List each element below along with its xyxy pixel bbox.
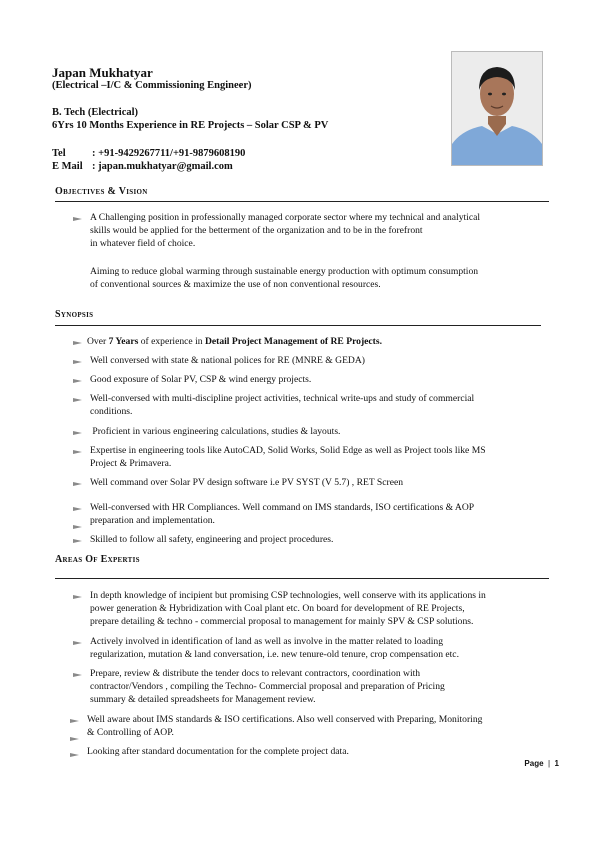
expertise-item [70,714,560,742]
synopsis-item [73,477,553,490]
text-line: preparation and implementation. [90,515,215,526]
arrow-bullet-icon [70,717,84,725]
arrow-bullet-icon [73,480,87,488]
tel-label: Tel [52,148,66,159]
arrow-bullet-icon [73,377,87,385]
arrow-bullet-icon [70,751,84,759]
text-line: contractor/Vendors , compiling the Techno- Commercial proposal and preparation of Pricing [90,681,445,692]
synopsis-item [73,355,553,368]
synopsis-item [73,502,563,530]
objectives-para-1 [73,212,553,252]
text-span: of experience in [138,336,205,347]
objectives-para-2 [73,266,553,294]
text-line: Aiming to reduce global warming through sustainable energy production with optimum consumption [90,266,479,277]
page-number-value: 1 [554,759,559,768]
arrow-bullet-icon [73,537,87,545]
section-divider [55,201,549,202]
arrow-bullet-icon [73,639,87,647]
arrow-bullet-icon [73,215,87,223]
text-line: summary & detailed spreadsheets for Management review. [90,694,316,705]
arrow-bullet-icon [73,505,87,513]
synopsis-item [73,374,553,387]
text-line: Expertise in engineering tools like AutoCAD, Solid Works, Solid Edge as well as Project tools like MS [90,445,486,456]
text-line: Skilled to follow all safety, engineering and project procedures. [90,534,334,545]
text-line: Prepare, review & distribute the tender docs to relevant contractors, coordination with [90,668,421,679]
text-line [87,336,382,349]
section-divider [55,578,549,579]
text-line: Proficient in various engineering calculations, studies & layouts. [90,426,341,437]
experience-summary: 6Yrs 10 Months Experience in RE Projects – Solar CSP & PV [52,120,329,131]
arrow-bullet-icon [73,358,87,366]
text-line: Well aware about IMS standards & ISO certifications. Also well conserved with Preparing, Monitoring [87,714,483,725]
profile-photo [451,51,543,166]
section-heading-expertise: Areas Of Expertis [55,554,140,565]
synopsis-item [73,445,553,471]
page-label: Page [524,759,544,768]
text-line: skills would be applied for the betterment of the organization and to be in the forefront [90,225,423,236]
expertise-item [70,746,560,759]
arrow-bullet-icon [70,735,84,743]
expertise-item [73,590,559,629]
text-line: regularization, mutation & land conversation, i.e. new tenure-old tenure, crop compensation etc. [90,649,459,660]
text-line: conditions. [90,406,133,417]
degree: B. Tech (Electrical) [52,107,139,118]
arrow-bullet-icon [73,523,87,531]
section-divider [55,325,541,326]
arrow-bullet-icon [73,396,87,404]
expertise-item [73,668,559,707]
synopsis-item [73,393,553,419]
text-line: In depth knowledge of incipient but promising CSP technologies, well conserve with its applications in [90,590,486,601]
bold-span: 7 Years [108,336,139,347]
text-line: of conventional sources & maximize the use of non conventional resources. [90,279,381,290]
tel-value: : +91-9429267711/+91-9879608190 [92,148,246,159]
expertise-item [73,636,559,662]
arrow-bullet-icon [73,448,87,456]
section-heading-synopsis: Synopsis [55,309,94,320]
arrow-bullet-icon [73,339,87,347]
text-line: Well command over Solar PV design software i.e PV SYST (V 5.7) , RET Screen [90,477,404,488]
text-line: Well-conversed with multi-discipline project activities, technical write-ups and study of commercial [90,393,475,404]
text-line: A Challenging position in professionally managed corporate sector where my technical and analytical [90,212,481,223]
email-label: E Mail [52,161,83,172]
arrow-bullet-icon [73,429,87,437]
candidate-name: Japan Mukhatyar [52,65,153,80]
synopsis-item [73,534,553,547]
text-line: Good exposure of Solar PV, CSP & wind energy projects. [90,374,312,385]
bold-span: Detail Project Management of RE Projects. [204,336,383,347]
page-number [524,759,559,768]
text-span: Over [87,336,109,347]
text-line: Actively involved in identification of land as well as involve in the matter related to loading [90,636,444,647]
arrow-bullet-icon [73,671,87,679]
page-separator: | [545,759,553,768]
text-line: Project & Primavera. [90,458,172,469]
text-line: Looking after standard documentation for the complete project data. [87,746,349,757]
text-line: Well conversed with state & national polices for RE (MNRE & GEDA) [90,355,365,366]
text-line: Well-conversed with HR Compliances. Well command on IMS standards, ISO certifications & AOP [90,502,475,513]
arrow-bullet-icon [73,593,87,601]
text-line: power generation & Hybridization with Coal plant etc. On board for development of RE Projects, [90,603,465,614]
job-title: (Electrical –I/C & Commissioning Engineer) [52,80,252,91]
synopsis-item [73,336,553,349]
synopsis-item [73,426,553,439]
text-line: prepare detailing & techno - commercial proposal to management for mainly SPV & CSP solutions. [90,616,474,627]
text-line: & Controlling of AOP. [87,727,174,738]
section-heading-objectives: Objectives & Vision [55,186,148,197]
email-value: : japan.mukhatyar@gmail.com [92,161,233,172]
text-line: in whatever field of choice. [90,238,196,249]
